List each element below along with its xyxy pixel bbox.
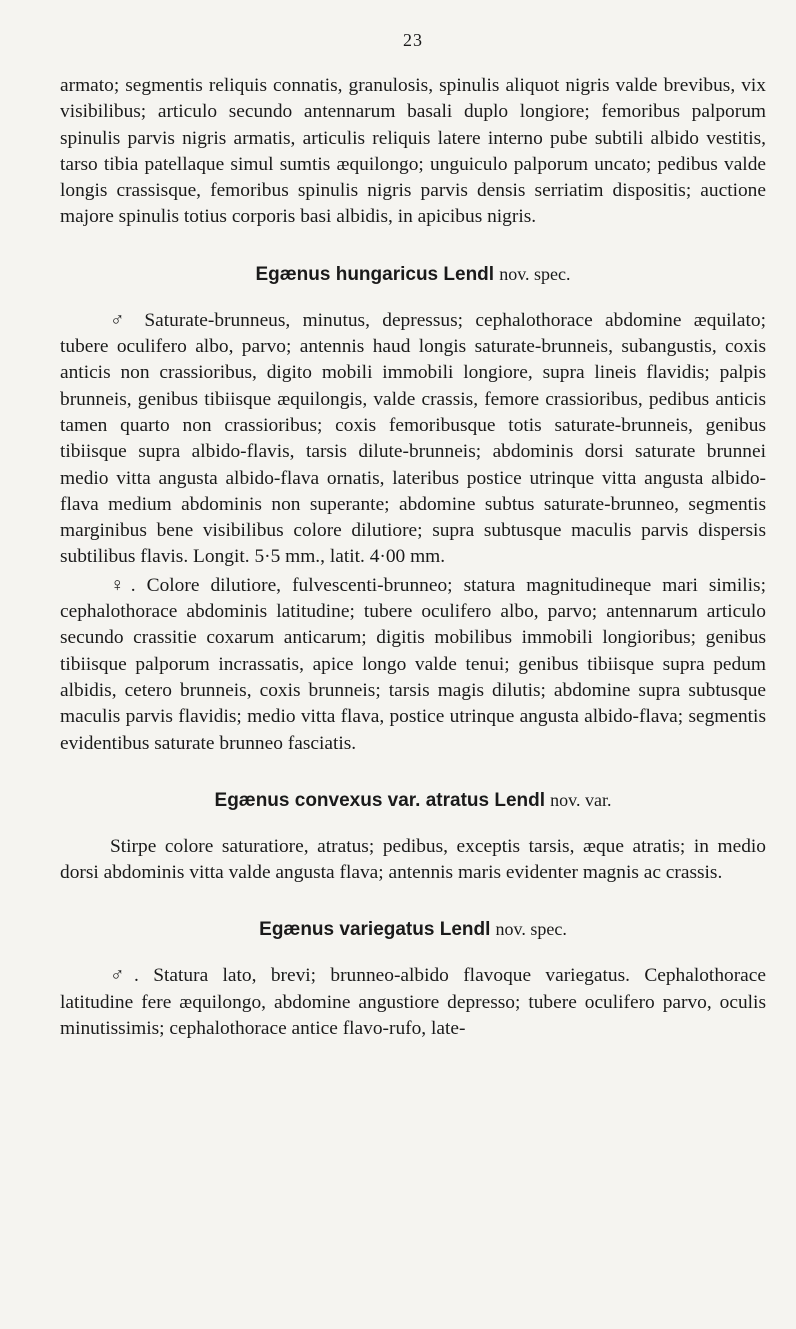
species-heading-variegatus [60, 916, 766, 943]
document-page [60, 30, 766, 1042]
description-paragraph-male: ♂. Statura lato, brevi; brunneo-albido flavoque variegatus. Cephalothorace latitudine fere æquilongo, abdomine angustiore depresso; tubere oculifero parvo, oculis minutissimis; cephalothorace antice flavo-rufo, late- [60, 965, 766, 1040]
species-heading-hungaricus [60, 261, 766, 288]
species-name: Egænus convexus var. atratus Lendl [214, 789, 546, 811]
species-heading-convexus-atratus [60, 787, 766, 814]
species-name: Egænus variegatus Lendl [259, 919, 491, 941]
description-paragraph-female: ♀. Colore dilutiore, fulvescenti-brunneo; statura magnitudineque mari similis; cephalothorace abdominis latitudine; tubere oculifero albo, parvo; antennarum articulo secundo crassitie coxarum anticarum; digitis mobilibus immobili longioribus; genibus tibiisque palporum incrassatis, apice longo valde tenui; genibus tibiisque supra pedum albidis, cetero brunneis, coxis brunneis; tarsis magis dilutis; abdomine supra subtusque maculis parvis flavidis; medio vitta flava, postice utrinque angusta albido-flava; segmentis evidentibus saturate brunneo fasciatis. [60, 574, 766, 754]
species-status: nov. spec. [499, 263, 571, 284]
intro-paragraph: armato; segmentis reliquis connatis, granulosis, spinulis aliquot nigris valde brevibus, vix visibilibus; articulo secundo antennarum basali duplo longiore; femoribus palporum spinulis parvis nigris armatis, articulis reliquis latere interno pube subtili albido vestitis, tarso tibia patellaque simul sumtis æquilongo; unguiculo palporum uncato; pedibus valde longis crassisque, femoribus spinulis nigris parvis densis serriatim dispositis; auctione majore spinulis totius corporis basi albidis, in apicibus nigris. [60, 75, 766, 228]
species-status: nov. var. [550, 789, 612, 810]
species-name: Egænus hungaricus Lendl [255, 263, 495, 285]
description-paragraph: Stirpe colore saturatiore, atratus; pedibus, exceptis tarsis, æque atratis; in medio dorsi abdominis vitta valde angusta flava; antennis maris evidenter magnis ac crassis. [60, 835, 766, 884]
page-number: 23 [403, 30, 423, 50]
description-paragraph-male: ♂ Saturate-brunneus, minutus, depressus; cephalothorace abdomine æquilato; tubere oculifero albo, parvo; antennis haud longis saturate-brunneis, subangustis, coxis anticis non crassioribus, digito mobili immobili longiore, supra lineis flavidis; palpis brunneis, genibus tibiisque æquilongis, valde crassis, femore crassioribus, pedibus anticis tamen quarto non crassioribus; coxis femoribusque totis saturate-brunneis, genibus tibiisque supra albido-flavis, tarsis dilute-brunneis; abdominis dorsi saturate brunnei medio vitta angusta albido-flava ornatis, lateribus postice utrinque vitta angusta albido-flava medium abdominis non superante; abdomine subtus saturate-brunneo, segmentis marginibus bene visibilibus colore dilutiore; supra subtusque maculis parvis dispersis subtilibus flavis. Longit. 5·5 mm., latit. 4·00 mm. [60, 309, 766, 568]
species-status: nov. spec. [495, 919, 567, 940]
